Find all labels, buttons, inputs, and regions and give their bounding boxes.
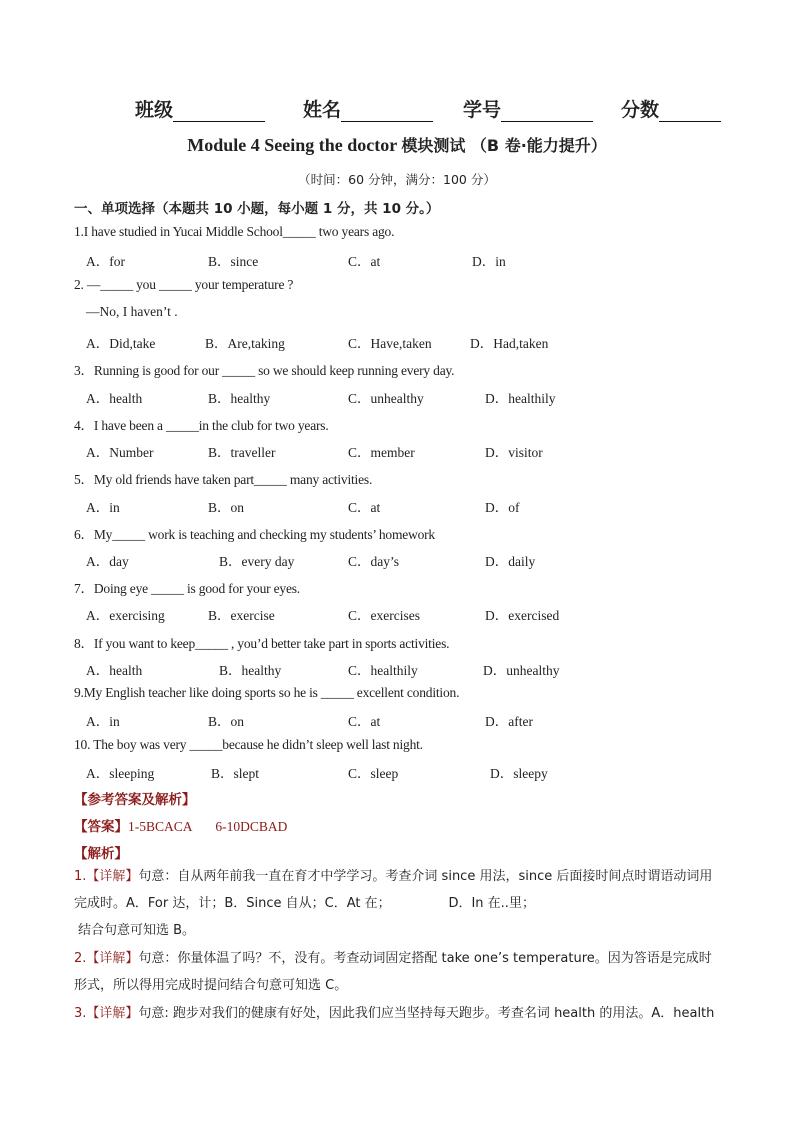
score-blank[interactable] xyxy=(659,101,721,122)
option-c[interactable]: C．day’s xyxy=(348,554,400,569)
option-c[interactable]: C．at xyxy=(348,714,381,729)
explanation-text: 句意: 跑步对我们的健康有好处，因此我们应当坚持每天跑步。考查名词 health 的用法。A．health xyxy=(138,1006,715,1021)
question-stem: 10. The boy was very _____because he didn’t sleep well last night. xyxy=(74,737,423,752)
student-id-label: 学号 xyxy=(463,99,502,121)
explanation-number: 3. xyxy=(74,1006,87,1021)
class-field[interactable] xyxy=(135,95,265,122)
title-chinese: 模块测试 （B 卷·能力提升） xyxy=(401,136,607,155)
option-c[interactable]: C．Have,taken xyxy=(348,336,432,351)
option-d[interactable]: D．after xyxy=(485,714,533,729)
name-label: 姓名 xyxy=(303,99,342,121)
option-b[interactable]: B．exercise xyxy=(208,608,275,623)
explanation-2 xyxy=(74,945,724,999)
question-response: —No, I haven’t . xyxy=(86,304,178,319)
student-info-header xyxy=(0,95,794,121)
option-a[interactable]: A．sleeping xyxy=(86,766,155,781)
analysis-heading: 【解析】 xyxy=(74,846,128,862)
name-blank[interactable] xyxy=(341,101,433,122)
explanation-text: 句意：你量体温了吗？不，没有。考查动词固定搭配 take one’s temperature。因为答语是完成时形式，所以得用完成时提问结合句意可知选 C。 xyxy=(74,951,712,993)
option-b[interactable]: B．healthy xyxy=(219,663,282,678)
option-c[interactable]: C．unhealthy xyxy=(348,391,424,406)
option-b[interactable]: B．healthy xyxy=(208,391,271,406)
option-a[interactable]: A．for xyxy=(86,254,125,269)
question-stem: 2. —_____ you _____ your temperature ? xyxy=(74,277,294,292)
option-b[interactable]: B．every day xyxy=(219,554,295,569)
option-a[interactable]: A．day xyxy=(86,554,129,569)
option-a[interactable]: A．health xyxy=(86,663,143,678)
option-c[interactable]: C．member xyxy=(348,445,415,460)
class-label: 班级 xyxy=(135,99,174,121)
answer-key xyxy=(74,815,287,835)
option-b[interactable]: B．on xyxy=(208,714,245,729)
option-d[interactable]: D．of xyxy=(485,500,520,515)
explanation-tag: 【详解】 xyxy=(86,951,139,966)
option-d[interactable]: D．daily xyxy=(485,554,536,569)
question-stem: 5．My old friends have taken part_____ many activities. xyxy=(74,472,373,487)
explanation-3 xyxy=(74,1000,724,1027)
reference-answer-heading: 【参考答案及解析】 xyxy=(74,792,196,808)
exam-time-info: （时间：60 分钟，满分：100 分） xyxy=(298,172,496,187)
section-heading: 一、单项选择（本题共 10 小题，每小题 1 分，共 10 分。） xyxy=(74,201,440,217)
question-stem: 7．Doing eye _____ is good for your eyes. xyxy=(74,581,300,596)
option-d[interactable]: D．exercised xyxy=(485,608,560,623)
score-label: 分数 xyxy=(621,99,660,121)
answer-tag: 【答案】 xyxy=(74,819,128,835)
score-field[interactable] xyxy=(621,95,721,122)
option-b[interactable]: B．on xyxy=(208,500,245,515)
option-b[interactable]: B．slept xyxy=(211,766,260,781)
student-id-blank[interactable] xyxy=(501,101,593,122)
class-blank[interactable] xyxy=(173,101,265,122)
title-english: Module 4 Seeing the doctor xyxy=(187,135,397,155)
option-d[interactable]: D．visitor xyxy=(485,445,543,460)
explanation-conclusion: 结合句意可知选 B。 xyxy=(78,923,196,938)
explanation-tag: 【详解】 xyxy=(86,1006,139,1021)
explanation-1 xyxy=(74,863,724,944)
option-b[interactable]: B．Are,taking xyxy=(205,336,285,351)
question-stem: 8．If you want to keep_____ , you’d better take part in sports activities. xyxy=(74,636,450,651)
option-c[interactable]: C．exercises xyxy=(348,608,420,623)
option-c[interactable]: C．sleep xyxy=(348,766,399,781)
option-b[interactable]: B．since xyxy=(208,254,259,269)
option-a[interactable]: A．exercising xyxy=(86,608,165,623)
explanation-text: 句意：自从两年前我一直在育才中学学习。考查介词 since 用法，since 后面接时间点时谓语动词用完成时。A．For 达，计；B．Since 自从；C．At 在； D．In 在..里； xyxy=(74,869,713,911)
student-id-field[interactable] xyxy=(463,95,593,122)
option-c[interactable]: C．at xyxy=(348,254,381,269)
explanation-number: 1. xyxy=(74,869,87,884)
option-c[interactable]: C．at xyxy=(348,500,381,515)
question-stem: 9.My English teacher like doing sports so he is _____ excellent condition. xyxy=(74,685,460,700)
option-d[interactable]: D．Had,taken xyxy=(470,336,549,351)
option-d[interactable]: D．sleepy xyxy=(490,766,548,781)
explanation-tag: 【详解】 xyxy=(86,869,139,884)
option-a[interactable]: A．health xyxy=(86,391,143,406)
name-field[interactable] xyxy=(303,95,433,122)
option-a[interactable]: A．in xyxy=(86,714,120,729)
question-stem: 4．I have been a _____in the club for two years. xyxy=(74,418,329,433)
explanation-number: 2. xyxy=(74,951,87,966)
option-a[interactable]: A．Number xyxy=(86,445,154,460)
option-d[interactable]: D．unhealthy xyxy=(483,663,560,678)
option-d[interactable]: D．in xyxy=(472,254,506,269)
page-title xyxy=(0,133,794,156)
option-a[interactable]: A．in xyxy=(86,500,120,515)
option-a[interactable]: A．Did,take xyxy=(86,336,156,351)
option-d[interactable]: D．healthily xyxy=(485,391,556,406)
question-stem: 3．Running is good for our _____ so we should keep running every day. xyxy=(74,363,455,378)
answer-value: 1-5BCACA 6-10DCBAD xyxy=(128,819,288,834)
question-stem: 1.I have studied in Yucai Middle School_____ two years ago. xyxy=(74,224,395,239)
option-c[interactable]: C．healthily xyxy=(348,663,418,678)
option-b[interactable]: B．traveller xyxy=(208,445,276,460)
question-stem: 6．My_____ work is teaching and checking my students’ homework xyxy=(74,527,435,542)
